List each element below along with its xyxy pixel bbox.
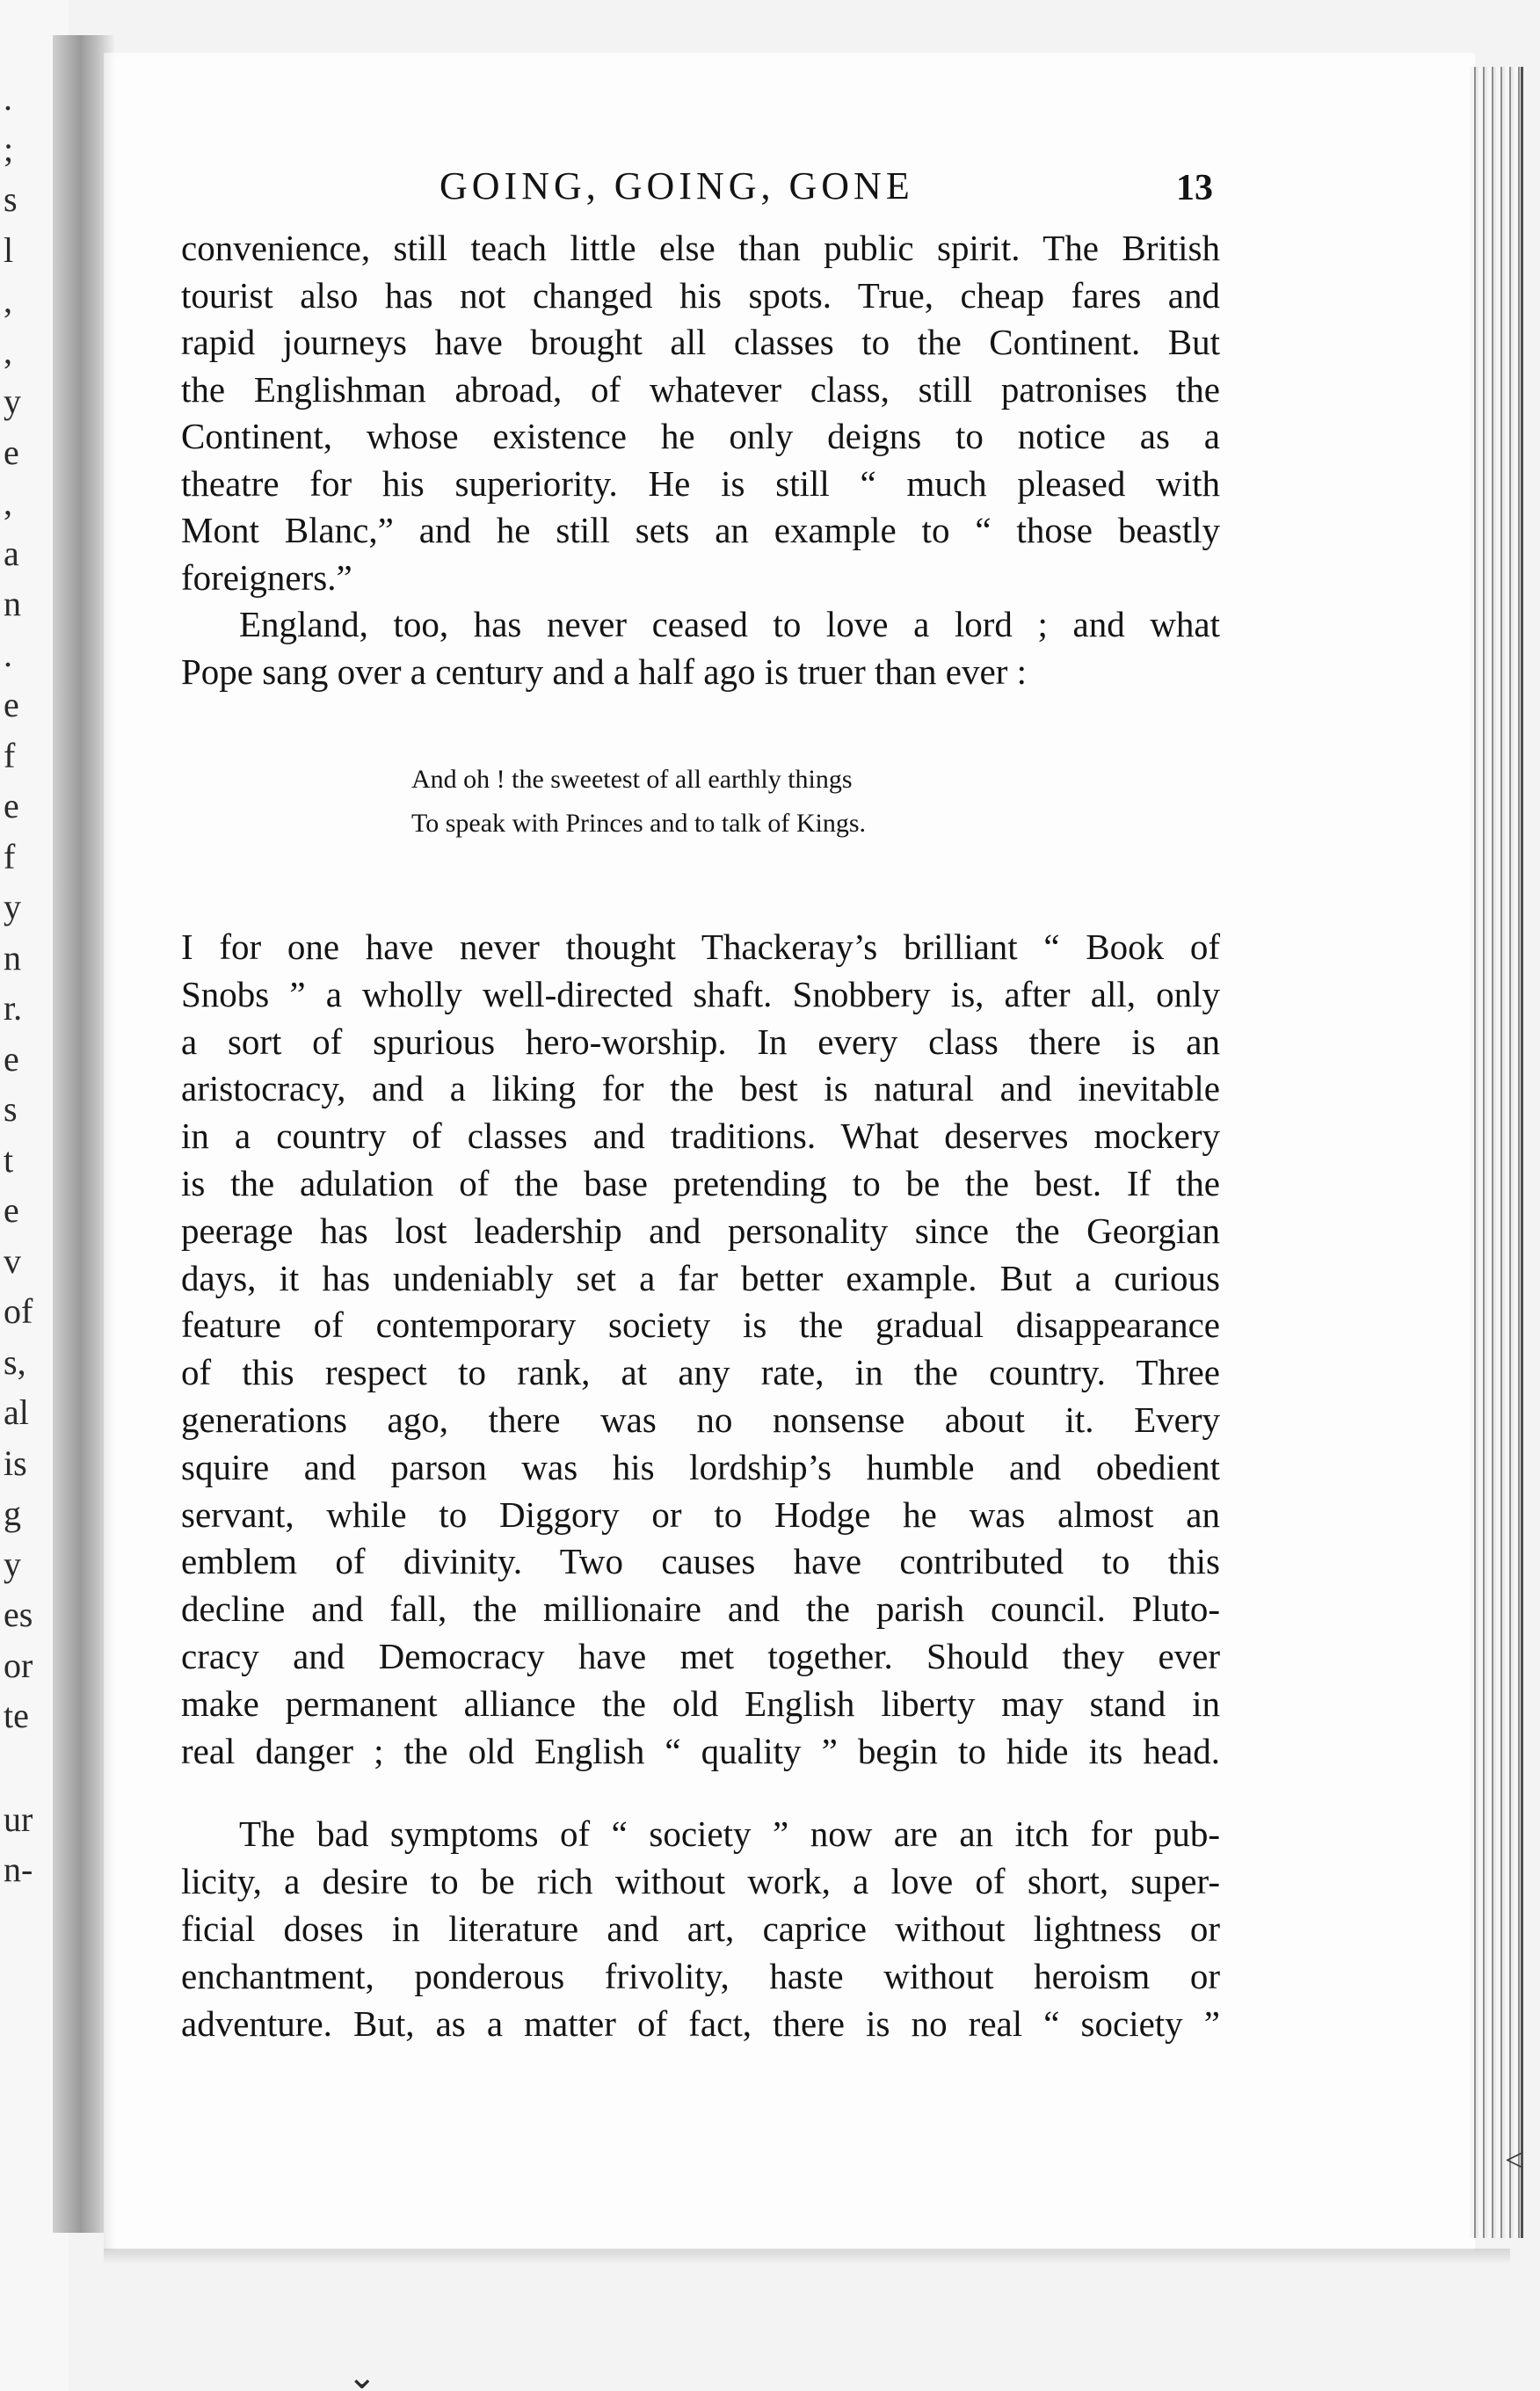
- text-line: aristocracy, and a liking for the best is natural and inevitable: [181, 1068, 1220, 1109]
- facing-page-char: g: [4, 1493, 21, 1533]
- text-line: adventure. But, as a matter of fact, there is no real “ society ”: [181, 2002, 1220, 2044]
- text-line: foreigners.”: [181, 556, 352, 598]
- page-bottom-shadow: [104, 2249, 1510, 2264]
- text-line: tourist also has not changed his spots. True, cheap fares and: [181, 274, 1220, 316]
- facing-page-char: ,: [4, 483, 12, 522]
- page-number: 13: [1176, 168, 1213, 208]
- text-line: rapid journeys have brought all classes to the Continent. But: [181, 322, 1220, 362]
- text-line: Pope sang over a century and a half ago is truer than ever :: [181, 650, 1027, 692]
- opening-paragraphs: [181, 225, 1220, 695]
- text-line: Mont Blanc,” and he still sets an example to “ those beastly: [181, 510, 1220, 550]
- facing-page-char: t: [4, 1139, 14, 1180]
- text-line: theatre for his superiority. He is still “ much pleased with: [181, 462, 1220, 504]
- text-line: peerage has lost leadership and personality since the Georgian: [181, 1210, 1220, 1251]
- text-line: England, too, has never ceased to love a lord ; and what: [239, 604, 1220, 644]
- facing-page-char: ,: [4, 280, 12, 320]
- text-line: a sort of spurious hero-worship. In every class there is an: [181, 1021, 1220, 1062]
- facing-page-char: e: [4, 432, 19, 472]
- facing-page-char: f: [4, 836, 16, 876]
- text-line: decline and fall, the millionaire and the parish council. Pluto-: [181, 1588, 1220, 1630]
- paragraph-4: [181, 1811, 1220, 2047]
- facing-page-char: te: [4, 1696, 29, 1735]
- facing-page-char: ,: [4, 331, 12, 371]
- running-title: GOING, GOING, GONE: [439, 164, 914, 207]
- paragraph-2: [181, 601, 1220, 695]
- page-stack-edge: [1470, 67, 1523, 2238]
- text-line: in a country of classes and traditions. What deserves mockery: [181, 1116, 1220, 1157]
- facing-page-char: s,: [4, 1341, 26, 1382]
- facing-page-char: e: [4, 685, 19, 724]
- facing-page-char: or: [4, 1645, 33, 1685]
- text-line: is the adulation of the base pretending to be the best. If the: [181, 1162, 1220, 1203]
- text-line: real danger ; the old English “ quality ” begin to hide its head.: [181, 1730, 1220, 1771]
- facing-page-char: s: [4, 179, 18, 219]
- facing-page-char: is: [4, 1443, 27, 1483]
- text-line: generations ago, there was no nonsense about it. Every: [181, 1399, 1220, 1440]
- text-line: emblem of divinity. Two causes have contributed to this: [181, 1541, 1220, 1582]
- verse-line: To speak with Princes and to talk of Kings.: [411, 809, 866, 838]
- facing-page-char: ur: [4, 1799, 33, 1839]
- facing-page-char: es: [4, 1595, 33, 1634]
- facing-page-char: y: [4, 382, 21, 421]
- facing-page-char: of: [4, 1291, 33, 1331]
- facing-page-char: .: [4, 78, 12, 118]
- facing-page-char: y: [4, 887, 21, 927]
- facing-page-char: n-: [4, 1850, 33, 1889]
- paragraph-1: [181, 225, 1220, 601]
- verse-quotation: [411, 758, 1027, 846]
- facing-page-char: ;: [4, 128, 14, 169]
- facing-page-char: l: [4, 229, 14, 270]
- text-line: squire and parson was his lordship’s humble and obedient: [181, 1446, 1220, 1487]
- margin-mark: <: [1505, 2142, 1524, 2179]
- facing-page-char: y: [4, 1544, 21, 1584]
- facing-page-char: r.: [4, 988, 23, 1028]
- text-line: the Englishman abroad, of whatever class, still patronises the: [181, 368, 1220, 410]
- text-line: The bad symptoms of “ society ” now are an itch for pub-: [239, 1813, 1220, 1855]
- text-line: Continent, whose existence he only deigns to notice as a: [181, 416, 1220, 456]
- scan-artifact-mark: ⌄: [347, 2357, 377, 2391]
- facing-page-char: n: [4, 937, 21, 977]
- text-line: Snobs ” a wholly well-directed shaft. Snobbery is, after all, only: [181, 973, 1220, 1014]
- facing-page-char: s: [4, 1089, 18, 1129]
- text-line: I for one have never thought Thackeray’s brilliant “ Book of: [181, 927, 1220, 967]
- text-line: make permanent alliance the old English liberty may stand in: [181, 1682, 1220, 1724]
- facing-page-char: n: [4, 584, 21, 623]
- text-line: cracy and Democracy have met together. Should they ever: [181, 1635, 1220, 1676]
- text-line: ficial doses in literature and art, caprice without lightness or: [181, 1908, 1220, 1949]
- facing-page-char: al: [4, 1392, 29, 1432]
- text-line: convenience, still teach little else than public spirit. The British: [181, 228, 1220, 268]
- facing-page-char: f: [4, 735, 16, 775]
- text-line: of this respect to rank, at any rate, in the country. Three: [181, 1352, 1220, 1393]
- facing-page-char: .: [4, 634, 12, 674]
- facing-page-char: a: [4, 533, 19, 573]
- facing-page-char: v: [4, 1240, 21, 1281]
- text-line: days, it has undeniably set a far better example. But a curious: [181, 1257, 1220, 1298]
- text-line: licity, a desire to be rich without work, a love of short, super-: [181, 1861, 1220, 1902]
- text-line: feature of contemporary society is the gradual disappearance: [181, 1305, 1220, 1346]
- main-paragraphs: [181, 888, 1220, 2083]
- facing-page-char: e: [4, 1190, 19, 1230]
- paragraph-3: [181, 924, 1220, 1775]
- facing-page-char: e: [4, 786, 19, 825]
- facing-page-char: e: [4, 1038, 19, 1079]
- verse-line: And oh ! the sweetest of all earthly things: [411, 765, 853, 794]
- text-line: servant, while to Diggory or to Hodge he was almost an: [181, 1493, 1220, 1535]
- text-line: enchantment, ponderous frivolity, haste without heroism or: [181, 1955, 1220, 1996]
